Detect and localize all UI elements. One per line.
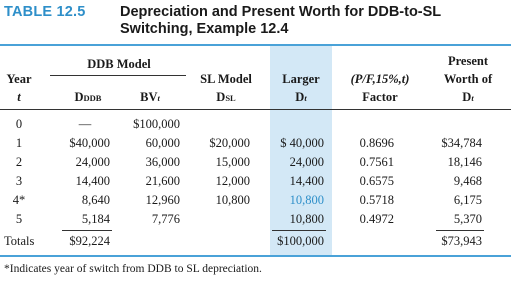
header-bv	[120, 90, 180, 105]
row-3-ddb: 14,400	[75, 174, 110, 188]
row-3-year: 3	[15, 174, 23, 188]
larger-total-rule	[272, 230, 326, 231]
header-pw-dep-main: D	[462, 90, 472, 104]
row-3-larger: 14,400	[289, 174, 324, 188]
row-1-bv: 60,000	[145, 136, 180, 150]
row-1-year: 1	[15, 136, 23, 150]
header-bv-main: BV	[140, 90, 158, 104]
header-worth-of: Worth of	[443, 72, 493, 86]
row-4-pw: 6,175	[453, 193, 482, 207]
table-number: TABLE 12.5	[4, 4, 86, 20]
row-5-factor: 0.4972	[359, 212, 394, 226]
row-1-factor: 0.8696	[359, 136, 394, 150]
row-2-factor: 0.7561	[359, 155, 394, 169]
totals-label: Totals	[4, 234, 35, 248]
header-year-t: t	[17, 90, 21, 104]
row-5-year: 5	[15, 212, 23, 226]
header-larger: Larger	[282, 72, 320, 86]
caption-line-1: Depreciation and Present Worth for DDB-to-SL	[120, 4, 442, 20]
row-0-ddb: —	[78, 117, 92, 131]
footnote: *Indicates year of switch from DDB to SL depreciation.	[4, 263, 262, 275]
header-ddb-dep-main: D	[74, 90, 84, 104]
row-4-year: 4*	[12, 193, 26, 207]
row-3-sl: 12,000	[215, 174, 250, 188]
header-pw-dep-sub: t	[471, 93, 474, 103]
row-2-ddb: 24,000	[75, 155, 110, 169]
totals-ddb: $92,224	[69, 234, 110, 248]
header-larger-dep-main: D	[295, 90, 305, 104]
row-4-bv: 12,960	[145, 193, 180, 207]
row-3-bv: 21,600	[145, 174, 180, 188]
row-1-ddb: $40,000	[69, 136, 110, 150]
row-2-larger: 24,000	[289, 155, 324, 169]
row-3-pw: 9,468	[453, 174, 482, 188]
table-caption	[120, 4, 500, 38]
row-4-ddb: 8,640	[81, 193, 110, 207]
pw-total-rule	[436, 230, 484, 231]
ddb-group-underline	[50, 75, 186, 76]
row-5-larger: 10,800	[289, 212, 324, 226]
header-ddb-model: DDB Model	[87, 57, 151, 71]
row-4-larger: 10,800	[289, 193, 324, 207]
row-4-factor: 0.5718	[359, 193, 394, 207]
header-rule	[0, 109, 511, 110]
totals-larger: $100,000	[277, 234, 324, 248]
row-2-sl: 15,000	[215, 155, 250, 169]
header-factor: (P/F,15%,t)	[350, 72, 410, 86]
row-1-larger: $ 40,000	[280, 136, 324, 150]
header-pw-dep	[428, 90, 508, 105]
row-2-year: 2	[15, 155, 23, 169]
header-sl-dep-main: D	[216, 90, 226, 104]
header-larger-dep-sub: t	[304, 93, 307, 103]
row-5-bv: 7,776	[151, 212, 180, 226]
row-1-pw: $34,784	[441, 136, 482, 150]
header-ddb-dep-sub: DDB	[83, 93, 102, 103]
header-sl-dep-sub: SL	[225, 93, 236, 103]
row-4-sl: 10,800	[215, 193, 250, 207]
header-bv-sub: t	[157, 93, 160, 103]
row-5-pw: 5,370	[453, 212, 482, 226]
row-5-ddb: 5,184	[81, 212, 110, 226]
ddb-total-rule	[62, 230, 112, 231]
row-3-factor: 0.6575	[359, 174, 394, 188]
header-year: Year	[6, 72, 32, 86]
header-factor-label: Factor	[362, 90, 398, 104]
row-0-bv: $100,000	[133, 117, 180, 131]
row-0-year: 0	[15, 117, 23, 131]
caption-line-2: Switching, Example 12.4	[120, 21, 289, 37]
row-1-sl: $20,000	[209, 136, 250, 150]
totals-pw: $73,943	[441, 234, 482, 248]
header-ddb-dep	[58, 90, 118, 105]
header-sl-dep	[190, 90, 262, 105]
row-2-pw: 18,146	[447, 155, 482, 169]
top-rule	[0, 44, 511, 46]
header-sl-model: SL Model	[200, 72, 252, 86]
header-present: Present	[447, 54, 489, 68]
row-2-bv: 36,000	[145, 155, 180, 169]
bottom-rule	[0, 255, 511, 257]
header-larger-dep	[270, 90, 332, 105]
